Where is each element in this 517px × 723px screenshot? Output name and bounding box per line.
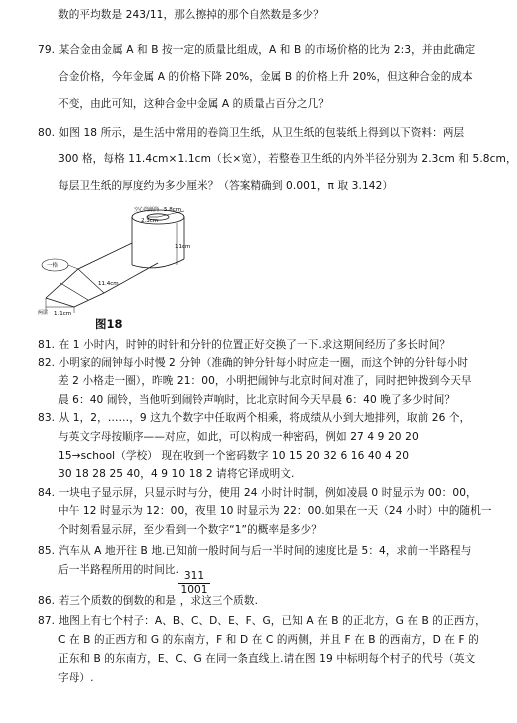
text-line: 80. 如图 18 所示，是生活中常用的卷筒卫生纸，从卫生纸的包装纸上得到以下资料：两层 xyxy=(38,127,465,139)
text-line: 个时刻看显示屏，至少看到一个数字“1”的概率是多少？ xyxy=(58,524,322,536)
label-core: 空心筒纸筒 xyxy=(134,207,160,213)
text-line: 字母）. xyxy=(58,672,94,684)
label-height: 11cm xyxy=(175,244,191,250)
label-outer-radius: 5.8cm xyxy=(164,207,182,213)
label-cell: 一格 xyxy=(47,263,59,269)
text-line: 差 2 小格走一圈），昨晚 21：00，小明把闹钟与北京时间对准了，同时把钟拨到今天早 xyxy=(58,375,472,387)
text-line: 15→school（学校） 现在收到一个密码数字 10 15 20 32 6 16 40 4 20 xyxy=(58,450,410,462)
fraction-numerator: 311 xyxy=(178,570,210,584)
text-line: 后一半路程所用的时间比. xyxy=(58,564,180,576)
text-line: 84. 一块电子显示屏，只显示时与分，使用 24 小时计时制，例如凌晨 0 时显示为 00：00， xyxy=(38,487,477,499)
text-line: 87. 地图上有七个村子：A、B、C、D、E、F、G，已知 A 在 B 的正北方，G 在 B 的正西方， xyxy=(38,615,486,627)
toilet-paper-figure xyxy=(38,203,191,321)
text-line: 每层卫生纸的厚度约为多少厘米？（答案精确到 0.001，π 取 3.142） xyxy=(58,180,394,192)
text-line: 晨 6：40 闹铃，当他听到闹铃声响时，比北京时间今天早晨 6：40 晚了多少时间？ xyxy=(58,394,456,406)
label-length: 11.4cm xyxy=(98,281,119,287)
text-line: 82. 小明家的闹钟每小时慢 2 分钟（准确的钟分针每小时应走一圈，而这个钟的分针每小时 xyxy=(38,357,469,369)
figure-caption: 图18 xyxy=(95,317,123,331)
text-line: 83. 从 1，2，……，9 这九个数字中任取两个相乘，将成绩从小到大地排列，取前 26 个， xyxy=(38,412,471,424)
label-inner-radius: 2.3cm xyxy=(141,218,159,224)
text-line: 300 格，每格 11.4cm×1.1cm（长×宽），若整卷卫生纸的内外半径分别为 2.3cm 和 5.8cm， xyxy=(58,153,517,165)
fraction-311-1001 xyxy=(178,570,210,597)
text-line: 86. 若三个质数的倒数的和是 ，求这三个质数. xyxy=(38,595,259,607)
label-two-layer: 两层 xyxy=(38,310,49,316)
text-line: 30 18 28 25 40，4 9 10 18 2 请将它译成明文. xyxy=(58,468,295,480)
text-line: 81. 在 1 小时内，时钟的时针和分针的位置正好交换了一下.求这期间经历了多长时间？ xyxy=(38,339,451,351)
text-line: 79. 某合金由金属 A 和 B 按一定的质量比组成，A 和 B 的市场价格的比为 2:3，并由此确定 xyxy=(38,44,476,56)
text-line: 数的平均数是 243/11，那么擦掉的那个自然数是多少？ xyxy=(58,9,324,21)
text-line: 85. 汽车从 A 地开往 B 地.已知前一般时间与后一半时间的速度比是 5：4，求前一半路程与 xyxy=(38,545,472,557)
text-line: 合金价格，今年金属 A 的价格下降 20%，金属 B 的价格上升 20%，但这种合金的成本 xyxy=(58,71,473,83)
text-line: 正东和 B 的东南方，E、C、G 在同一条直线上.请在图 19 中标明每个村子的代号（英文 xyxy=(58,653,476,665)
text-line: 中午 12 时显示为 12：00，夜里 10 时显示为 22：00.如果在一天（24 小时）中的随机一 xyxy=(58,505,492,517)
text-line: 不变，由此可知，这种合金中金属 A 的质量占百分之几？ xyxy=(58,98,329,110)
label-width: 1.1cm xyxy=(54,311,72,317)
fraction-denominator: 1001 xyxy=(180,584,208,596)
text-line: C 在 B 的正西方和 G 的东南方，F 和 D 在 C 的两侧，并且 F 在 B 的西南方，D 在 F 的 xyxy=(58,634,479,646)
text-line: 与英文字母按顺序——对应，如此，可以构成一种密码，例如 27 4 9 20 20 xyxy=(58,431,419,443)
